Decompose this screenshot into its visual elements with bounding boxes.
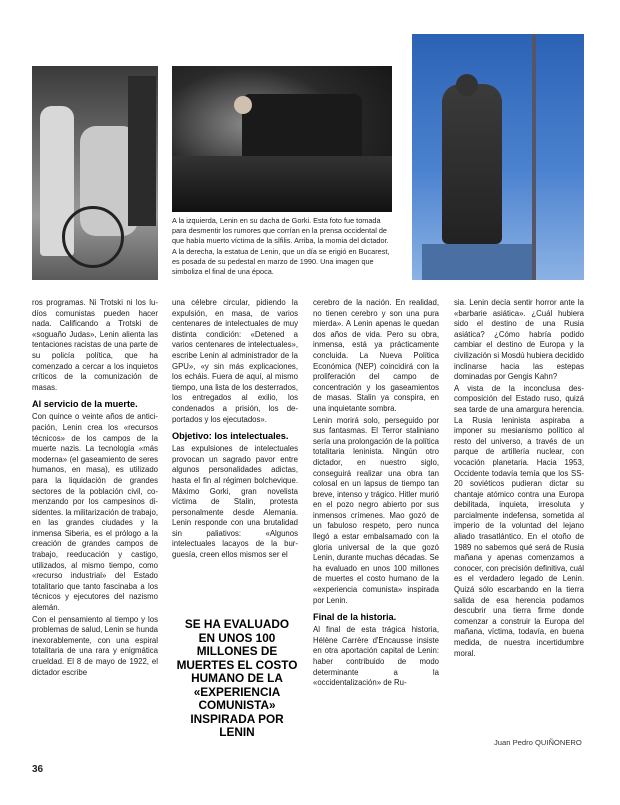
photo-mummy-body: [242, 94, 362, 164]
paragraph: ros programas. Ni Trotski ni los ludíos comunistas pueden hacer nada. Calificando a Trotski de «soguaño Judas», Lenin alienta las tentaciones racistas de una parte de su policía política, que ha comenzado a cercar a los inquietos críticos de la comunización de masas.: [32, 298, 158, 392]
section-heading: Objetivo: los intelectuales.: [172, 431, 289, 442]
photo-wheelchair: [62, 206, 124, 268]
paragraph: una célebre circular, pidiendo la expulsión, en masa, de varios centenares de intelectuales de muy distinta condición: «Detened a varios centenares de intelectuales», escribe Lenin al administrador de la GPU», «y sin más explicaciones, los echáis. Fuera de aquí, al mismo tiempo, una lista de los desterrados, los entregados al exilio, los condenados a prisión, los deportados y los ejecutados».: [172, 298, 298, 424]
pull-quote: SE HA EVALUADO EN UNOS 100 MILLONES DE MUERTES EL COSTO HUMANO DE LA «EXPERIENCIA COMUNISTA» INSPIRADA POR LENIN: [176, 617, 298, 739]
paragraph: Al final de esta trágica historia, Hélène Carrère d'Encausse insiste en otra aportación capital de Lenin: haber contribuido de modo determinante a la «occidentalización» de Ru-: [313, 625, 439, 688]
photo-statue-bucarest: [412, 34, 584, 280]
page-number: 36: [32, 764, 44, 775]
column-4: [454, 298, 584, 660]
paragraph: Las expulsiones de intelectuales provocan un sagrado pavor entre algunos personalidades adictas, hasta el fin al régimen bolchevique. Máximo Gorki, gran novelista víctima de Stalin, protesta personalmente desde Alemania. Lenin responde con una brutalidad sin paliativos: «Algunos intelectuales lacayos de la burguesía, creen ellos mismos ser el: [172, 444, 298, 560]
photo-statue: [442, 84, 502, 244]
paragraph: sia. Lenin decía sentir horror ante la «barbarie asiática». ¿Cuál hubiera sido el destino de una Rusia asiática? ¿Cómo habría podido cambiar el destino de Europa y la civilización si Mosdú hubiera decidido inclinarse hacia las estepas dominadas por Gengis Kahn?: [454, 298, 585, 382]
section-heading: Al servicio de la muerte.: [32, 399, 138, 410]
photo-pedestal: [422, 244, 532, 280]
photo-mummy-face: [234, 96, 252, 114]
column-3: [313, 298, 439, 690]
photo-statue-head: [456, 74, 478, 96]
photo-caption: A la izquierda, Lenin en su dacha de Gorki. Esta foto fue tomada para desmentir los rumores que corrían en la prensa occidental de que había muerto víctima de la sífilis. Arriba, la momia del dictador. A la derecha, la estatua de Lenin, que un día se erigió en Bucarest, es posada de su pedestal en marzo de 1990. Una imagen que simboliza el final de una época.: [172, 216, 390, 277]
section-heading: Final de la historia.: [313, 612, 397, 623]
paragraph: cerebro de la nación. En realidad, no tienen cerebro y son una pura mierda». A Lenin apenas le quedan dos años de vida. Pero su obra, inmensa, está ya prácticamente concluida. La Nueva Política Económica (NEP) coincidirá con la proliferación del campo de concentración y los gaseamientos de masas. Stalin ya conspira, en una inquietante sombra.: [313, 298, 439, 413]
photo-figure-right: [128, 76, 156, 226]
photo-crane: [532, 34, 536, 280]
column-2: [172, 298, 298, 562]
paragraph: Con el pensamiento al tiempo y los problemas de salud, Lenin se hunda inexorablemente, con una espiral totalitaria de una rara y enigmática crueldad. El 8 de mayo de 1922, el dictador escribe: [32, 614, 158, 677]
author-signature: Juan Pedro QUIÑONERO: [494, 738, 582, 747]
paragraph: Lenin morirá solo, perseguido por sus fantasmas. El Terror staliniano sería una prolongación de la política totalitaria leninista. Ningún otro dictador, en nuestro siglo, conseguirá realizar una obra tan colosal en un lapsus de tiempo tan breve, intenso y trágico. Hitler murió en el pozo negro abierto por sus inmensos crímenes. Mao gozó de un fabuloso respeto, pero nunca llegó a estar embalsamado con la gloria universal de la que gozó Lenin, durante muchas décadas. Se ha evaluado en unos 100 millones de muertes el costo humano de la «experiencia comunista» inspirada por Lenin.: [313, 415, 439, 605]
column-1: [32, 298, 158, 679]
photo-lenin-gorki: [32, 66, 158, 280]
paragraph: A vista de la inconclusa descomposición del Estado ruso, quizá sea tarde de una amargura herencia. La Rusia leninista aspiraba a imponer su mesianismo político al resto del universo, a través de un parque de artillería nuclear, con vocación planetaria. Hacia 1953, Occidente todavía temía que los SS-20 soviéticos pudieran dictar su chantaje atómico contra una Europa debilitada, inquieta, irresoluta y parcialmente indefensa, sometida al imperio de la voluntad del lejano aliado trasatlántico. En el otoño de 1989 no sabemos qué será de Rusia mañana y apenas comenzamos a conocer, con precisión definitiva, cuál es el verdadero legado de Lenin. Quizá sólo escarbando en la tierra salida de esa herencia podamos descubrir una tierra firme donde comenzar a construir la Europa del mañana, víctima, todavía, en buena medida, de nuestra incertidumbre moral.: [454, 383, 584, 658]
paragraph: Con quince o veinte años de anticipación, Lenin crea los «recursos técnicos» de los campos de la muerte nazis. La tecnología «más moderna» (el gaseamiento de seres humanos, en masa), es utilizado para la liquidación de grandes sectores de la población civil, comenzando por los campesinos disidentes. la militarización de trabajo, en las grandes ciudades y la inmensa Siberia, es el prólogo a la creación de grandes campos de trabajo, reeducación y castigo, utilizados, al mismo tiempo, como «recurso industrial» del Estado totalitario que tanto fascinaba a los técnicos y ejecutores del nazismo alemán.: [32, 412, 158, 613]
photo-mausoleum-case: [172, 156, 392, 212]
photo-lenin-mummy: [172, 66, 392, 212]
